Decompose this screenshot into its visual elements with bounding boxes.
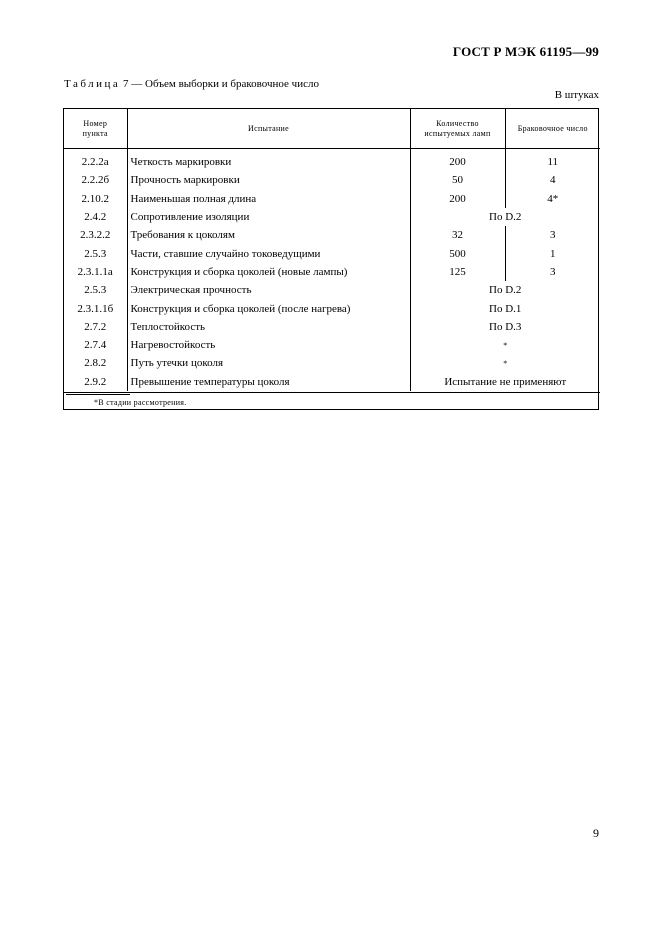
row-rejection-number: 4 <box>505 171 600 189</box>
row-rejection-number: 3 <box>505 226 600 244</box>
row-merged-value: * <box>410 354 600 372</box>
document-code: ГОСТ Р МЭК 61195—99 <box>452 44 599 59</box>
table-footnote: *В стадии рассмотрения. <box>94 398 187 407</box>
header-rejection-number: Браковочное число <box>505 109 600 149</box>
row-merged-value: По D.2 <box>410 208 600 226</box>
row-test-name: Прочность маркировки <box>127 171 410 189</box>
row-quantity: 200 <box>410 190 505 208</box>
row-item-number: 2.3.1.1б <box>77 302 114 315</box>
row-test-name: Электрическая прочность <box>127 281 410 299</box>
row-rejection-number: 1 <box>505 244 600 262</box>
row-test-name: Четкость маркировки <box>127 149 410 172</box>
row-item-number: 2.9.2 <box>84 375 107 388</box>
row-test-name: Конструкция и сборка цоколей (после нагрева) <box>127 299 410 317</box>
table-row <box>64 171 600 189</box>
row-quantity: 50 <box>410 171 505 189</box>
caption-label: Таблица <box>64 78 121 90</box>
table-row <box>64 299 600 317</box>
row-test-name: Требования к цоколям <box>127 226 410 244</box>
row-test-name: Конструкция и сборка цоколей (новые лампы) <box>127 263 410 281</box>
page-number: 9 <box>593 826 599 840</box>
header-quantity: Количество испытуемых ламп <box>410 109 505 149</box>
row-item-number: 2.3.1.1а <box>77 265 113 278</box>
row-quantity: 200 <box>410 149 505 172</box>
row-rejection-number: 4* <box>505 190 600 208</box>
table-row <box>64 244 600 262</box>
table-row <box>64 226 600 244</box>
table-row <box>64 149 600 172</box>
sample-size-table <box>63 108 599 410</box>
row-item-number: 2.2.2б <box>81 174 110 187</box>
footnote-rule <box>66 394 130 395</box>
row-item-number: 2.3.2.2 <box>80 229 111 242</box>
row-item-number: 2.7.4 <box>84 339 107 352</box>
row-merged-value: Испытание не применяют <box>410 373 600 391</box>
row-item-number: 2.8.2 <box>84 357 107 370</box>
row-test-name: Теплостойкость <box>127 318 410 336</box>
row-rejection-number: 11 <box>505 149 600 172</box>
row-test-name: Наименьшая полная длина <box>127 190 410 208</box>
row-quantity: 500 <box>410 244 505 262</box>
row-merged-value: По D.1 <box>410 299 600 317</box>
row-merged-value: По D.3 <box>410 318 600 336</box>
row-quantity: 125 <box>410 263 505 281</box>
table-row <box>64 373 600 391</box>
table-row <box>64 318 600 336</box>
row-item-number: 2.7.2 <box>84 320 107 333</box>
row-rejection-number: 3 <box>505 263 600 281</box>
table-row <box>64 263 600 281</box>
caption-number: 7 <box>123 78 129 90</box>
table-row <box>64 336 600 354</box>
row-merged-value: * <box>410 336 600 354</box>
header-item-number: Номер пункта <box>64 109 127 149</box>
row-item-number: 2.4.2 <box>84 211 107 224</box>
table-caption <box>64 78 319 90</box>
table-row <box>64 208 600 226</box>
row-item-number: 2.5.3 <box>84 247 107 260</box>
caption-title: — Объем выборки и браковочное число <box>131 78 319 90</box>
row-merged-value: По D.2 <box>410 281 600 299</box>
row-item-number: 2.2.2а <box>81 156 109 169</box>
row-test-name: Превышение температуры цоколя <box>127 373 410 391</box>
row-test-name: Путь утечки цоколя <box>127 354 410 372</box>
table-footer-divider <box>64 392 600 393</box>
units-note: В штуках <box>554 89 599 101</box>
table-row <box>64 281 600 299</box>
row-quantity: 32 <box>410 226 505 244</box>
row-test-name: Части, ставшие случайно токоведущими <box>127 244 410 262</box>
table-grid <box>64 109 600 391</box>
row-item-number: 2.5.3 <box>84 284 107 297</box>
row-item-number: 2.10.2 <box>81 192 109 205</box>
row-test-name: Нагревостойкость <box>127 336 410 354</box>
header-test: Испытание <box>127 109 410 149</box>
table-body <box>64 149 600 391</box>
table-row <box>64 354 600 372</box>
table-row <box>64 190 600 208</box>
row-test-name: Сопротивление изоляции <box>127 208 410 226</box>
table-header-row <box>64 109 600 149</box>
